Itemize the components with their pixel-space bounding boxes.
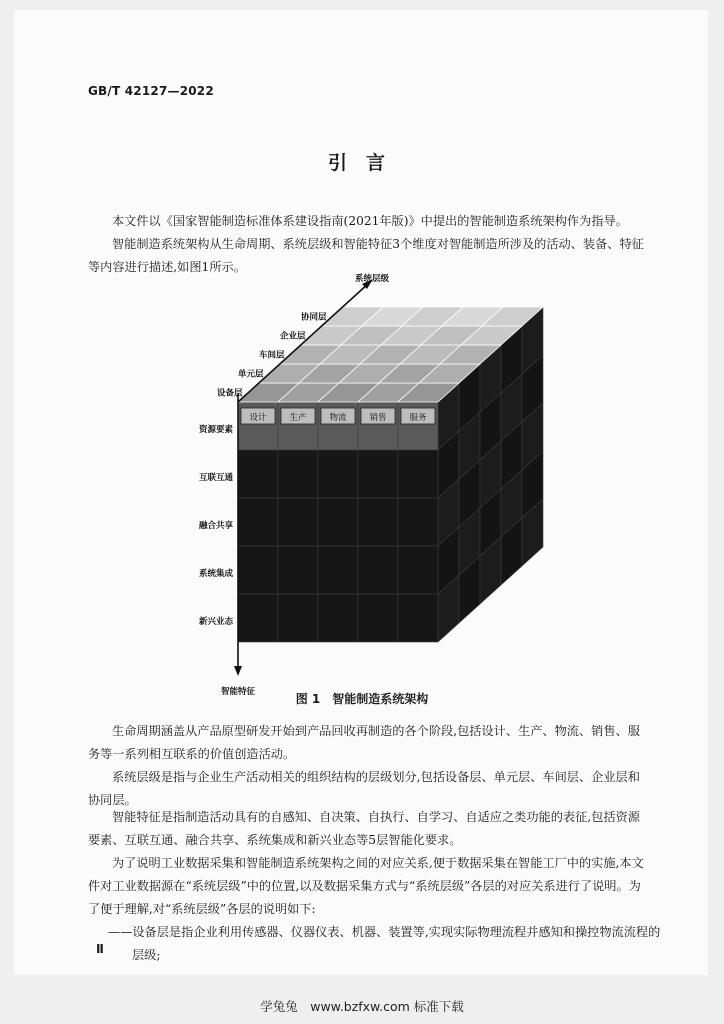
cube-front-cell [358, 450, 398, 498]
cube-front-cell [318, 594, 358, 642]
paragraph-lifecycle: 生命周期涵盖从产品原型研发开始到产品回收再制造的各个阶段,包括设计、生产、物流、销售、服务等一系列相互联系的价值创造活动。 [88, 724, 640, 761]
cube-front-cell [278, 450, 318, 498]
list-item-device-layer: ——设备层是指企业利用传感器、仪器仪表、机器、装置等,实现实际物理流程并感知和操控物流流程的层级; [108, 925, 661, 962]
paragraph-architecture: 智能制造系统架构从生命周期、系统层级和智能特征3个维度对智能制造所涉及的活动、装备、特征等内容进行描述,如图1所示。 [88, 237, 644, 274]
cube-front-cell [318, 546, 358, 594]
lifecycle-label: 设计 [249, 413, 267, 423]
paragraph-intelligent-feature: 智能特征是指制造活动具有的自感知、自决策、自执行、自学习、自适应之类功能的表征,包括资源要素、互联互通、融合共享、系统集成和新兴业态等5层智能化要求。 [88, 810, 640, 847]
standard-number: GB/T 42127—2022 [88, 84, 214, 98]
system-axis-label: 系统层级 [355, 274, 390, 284]
lifecycle-label: 销售 [369, 413, 387, 423]
cube-front-cell [398, 450, 438, 498]
system-level-label: 企业层 [279, 331, 306, 342]
lifecycle-label: 生产 [289, 413, 307, 423]
feature-label: 互联互通 [198, 473, 233, 483]
lifecycle-label: 物流 [329, 413, 347, 423]
feature-label: 融合共享 [198, 521, 233, 531]
paragraph-guidance: 本文件以《国家智能制造标准体系建设指南(2021年版)》中提出的智能制造系统架构作为指导。 [112, 214, 628, 228]
cube-front-cell [238, 498, 278, 546]
cube-front-cell [358, 546, 398, 594]
feature-label: 资源要素 [198, 425, 233, 435]
system-level-label: 车间层 [258, 350, 285, 361]
cube-front-cell [358, 594, 398, 642]
figure-caption-text: 智能制造系统架构 [332, 692, 429, 706]
footer-watermark: 学兔兔 www.bzfxw.com 标准下载 [260, 999, 464, 1014]
feature-axis-label: 智能特征 [220, 687, 256, 697]
system-level-label: 设备层 [216, 388, 243, 399]
cube-front-cell [238, 594, 278, 642]
cube-front-cell [278, 498, 318, 546]
system-level-label: 单元层 [237, 369, 264, 380]
section-title: 引 言 [328, 152, 386, 174]
cube-front-cell [398, 498, 438, 546]
cube-front-cell [278, 546, 318, 594]
paragraph-system-level: 系统层级是指与企业生产活动相关的组织结构的层级划分,包括设备层、单元层、车间层、企业层和协同层。 [88, 770, 640, 807]
figure-number: 图 1 [295, 692, 321, 706]
cube-front-cell [238, 450, 278, 498]
figure-caption [0, 690, 724, 707]
cube-front-cell [318, 450, 358, 498]
feature-label: 系统集成 [198, 569, 233, 579]
system-level-label: 协同层 [300, 312, 327, 323]
cube-front-cell [278, 594, 318, 642]
cube-front-cell [318, 498, 358, 546]
feature-label: 新兴业态 [198, 617, 233, 627]
lifecycle-label: 服务 [409, 413, 427, 423]
cube-front-cell [398, 594, 438, 642]
cube-front-cell [398, 546, 438, 594]
paragraph-data-collection: 为了说明工业数据采集和智能制造系统架构之间的对应关系,便于数据采集在智能工厂中的实施,本文件对工业数据源在“系统层级”中的位置,以及数据采集方式与“系统层级”各层的对应关系进行了说明。为了便于理解,对“系统层级”各层的说明如下: [88, 856, 644, 916]
cube-front-cell [358, 498, 398, 546]
page-number: Ⅱ [96, 942, 104, 956]
architecture-cube-figure [190, 274, 540, 697]
cube-front-cell [238, 546, 278, 594]
